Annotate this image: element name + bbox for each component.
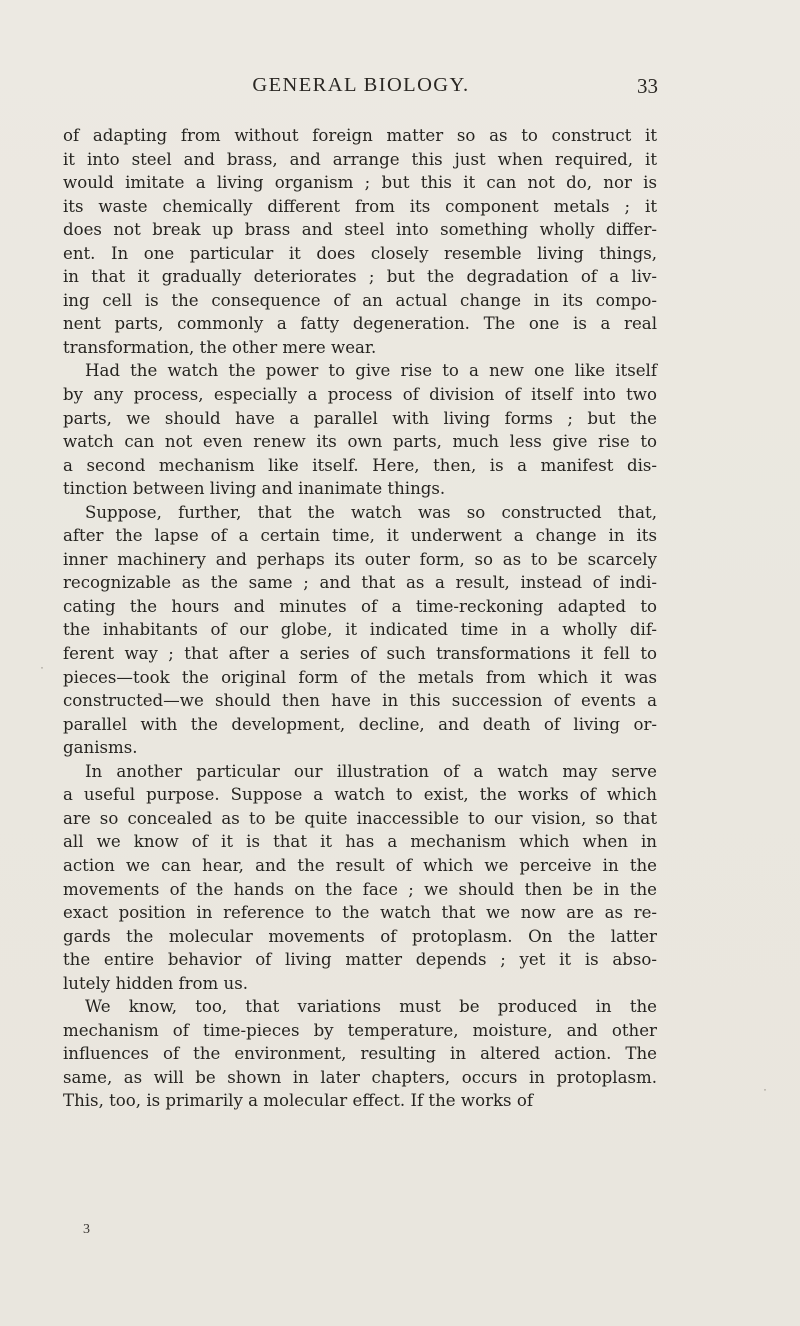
text-line: of adapting from without foreign matter so as to construct it <box>63 126 657 145</box>
running-head <box>64 72 658 106</box>
text-line: a second mechanism like itself. Here, then, is a manifest dis- <box>63 455 657 475</box>
text-line: the entire behavior of living matter depends ; yet it is abso- <box>63 950 657 970</box>
margin-speck: · <box>40 660 44 674</box>
text-line: influences of the environment, resulting in altered action. The <box>63 1044 657 1064</box>
text-line: the inhabitants of our globe, it indicated time in a wholly dif- <box>63 620 657 640</box>
text-line: same, as will be shown in later chapters, occurs in protoplasm. <box>63 1067 657 1087</box>
text-line: ent. In one particular it does closely resemble living things, <box>63 243 657 263</box>
text-line: nent parts, commonly a fatty degeneration. The one is a real <box>63 314 657 334</box>
margin-speck: · <box>763 1082 767 1096</box>
paragraph-end-line: tinction between living and inanimate things. <box>63 479 446 499</box>
paragraph-first-line: We know, too, that variations must be produced in the <box>85 997 657 1017</box>
text-line: its waste chemically different from its component metals ; it <box>63 196 657 216</box>
text-line: parts, we should have a parallel with living forms ; but the <box>63 408 657 428</box>
paragraph-end-line: transformation, the other mere wear. <box>63 337 377 357</box>
text-line: exact position in reference to the watch that we now are as re- <box>63 903 657 923</box>
text-line: ing cell is the consequence of an actual change in its compo- <box>63 290 657 310</box>
paragraph-first-line: Suppose, further, that the watch was so constructed that, <box>85 502 657 522</box>
text-line: would imitate a living organism ; but this it can not do, nor is <box>63 173 657 193</box>
text-line: are so concealed as to be quite inaccessible to our vision, so that <box>63 808 657 828</box>
text-line: it into steel and brass, and arrange this just when required, it <box>63 149 657 169</box>
text-line: by any process, especially a process of division of itself into two <box>63 385 657 405</box>
text-line: watch can not even renew its own parts, much less give rise to <box>63 432 657 452</box>
page-number: 33 <box>637 74 658 98</box>
text-line: gards the molecular movements of protoplasm. On the latter <box>63 926 657 946</box>
text-line: recognizable as the same ; and that as a result, instead of indi- <box>63 573 657 593</box>
text-line: a useful purpose. Suppose a watch to exist, the works of which <box>63 785 657 805</box>
printer-signature-mark: 3 <box>83 1222 90 1237</box>
text-line: mechanism of time-pieces by temperature, moisture, and other <box>63 1020 657 1040</box>
text-line: after the lapse of a certain time, it underwent a change in its <box>63 526 657 546</box>
paragraph-end-line: ganisms. <box>63 738 138 758</box>
text-line: cating the hours and minutes of a time-reckoning adapted to <box>63 596 657 616</box>
paragraph-first-line: In another particular our illustration of a watch may serve <box>85 761 657 781</box>
text-line: movements of the hands on the face ; we should then be in the <box>63 879 657 899</box>
paragraph-first-line: Had the watch the power to give rise to a new one like itself <box>85 361 657 381</box>
text-line: all we know of it is that it has a mechanism which when in <box>63 832 657 852</box>
text-line: does not break up brass and steel into something wholly differ- <box>63 220 657 240</box>
text-line: ferent way ; that after a series of such transformations it fell to <box>63 644 657 664</box>
text-line: constructed—we should then have in this succession of events a <box>63 691 657 711</box>
text-line: in that it gradually deteriorates ; but the degradation of a liv- <box>63 267 657 287</box>
running-title: GENERAL BIOLOGY. <box>252 74 470 96</box>
body-text <box>63 124 657 1113</box>
text-line: parallel with the development, decline, and death of living or- <box>63 714 657 734</box>
text-line: action we can hear, and the result of which we perceive in the <box>63 855 657 875</box>
text-line: pieces—took the original form of the metals from which it was <box>63 667 657 687</box>
paragraph-end-line: lutely hidden from us. <box>63 973 249 993</box>
text-line: This, too, is primarily a molecular effect. If the works of <box>63 1091 533 1111</box>
text-line: inner machinery and perhaps its outer form, so as to be scarcely <box>63 549 657 569</box>
